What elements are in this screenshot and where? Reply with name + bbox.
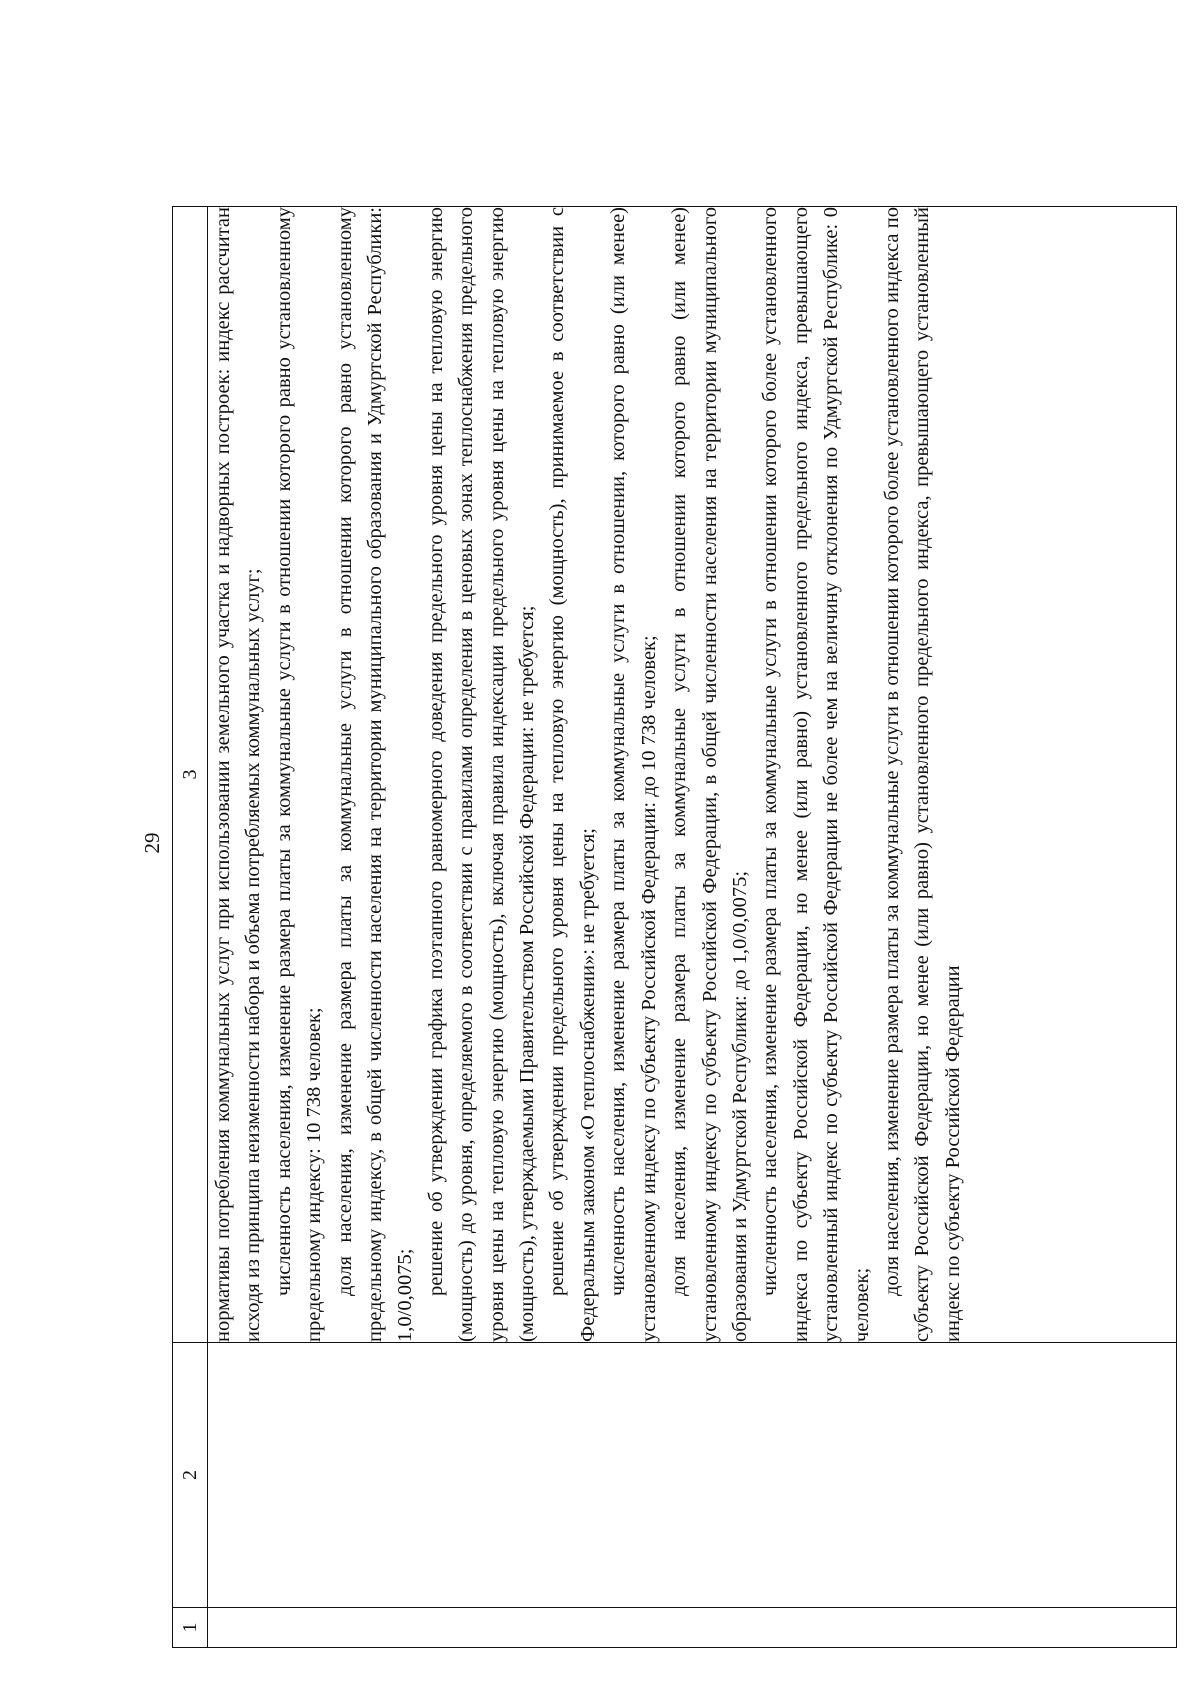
paragraph: численность населения, изменение размера платы за коммунальные услуги в отношении, которого равно (или менее) установленному индексу по субъекту Российской Федерации: до 10 738 человек; [607,207,660,1342]
document-table [172,206,1177,1648]
paragraph: численность населения, изменение размера платы за коммунальные услуги в отношении которого более установленного индекса по субъекту Российской Федерации, но менее (или равно) установленного предельного индекса, превышающего установленный индекс по субъекту Российской Федерации не более чем на величину отклонения по Удмуртской Республике: 0 человек; [759,207,873,1342]
col3-text [208,207,968,1342]
paragraph: численность населения, изменение размера платы за коммунальные услуги в отношении которого равно установленному предельному индексу: 10 738 человек; [272,207,326,1342]
paragraph: нормативы потребления коммунальных услуг при использовании земельного участка и надворных построек: индекс рассчитан исходя из принципа неизменности набора и объема потребляемых коммунальных услуг; [212,207,265,1342]
table-header-row [173,207,208,1648]
header-col-1: 1 [173,1608,208,1648]
paragraph: доля населения, изменение размера платы за коммунальные услуги в отношении которого более установленного индекса по субъекту Российской Федерации, но менее (или равно) установленного предельного индекса, превышающего установленный индекс по субъекту Российской Федерации [880,207,964,1342]
table-row [208,207,1177,1648]
cell-col-2 [208,1343,1177,1608]
paragraph: решение об утверждении предельного уровня цены на тепловую энергию (мощность), принимаемое в соответствии с Федеральным законом «О теплоснабжении»: не требуется; [546,207,599,1342]
paragraph: доля населения, изменение размера платы за коммунальные услуги в отношении которого равно установленному предельному индексу, в общей численности населения на территории муниципального образования и Удмуртской Республики: 1,0/0,0075; [333,207,417,1342]
cell-col-1 [208,1608,1177,1648]
header-col-3: 3 [173,207,208,1343]
header-col-2: 2 [173,1343,208,1608]
paragraph: решение об утверждении графика поэтапного равномерного доведения предельного уровня цены на тепловую энергию (мощность) до уровня, определяемого в соответствии с правилами определения в ценовых зонах теплоснабжения предельного уровня цены на тепловую энергию (мощность), включая правила индексации предельного уровня цены на тепловую энергию (мощность), утверждаемыми Правительством Российской Федерации: не требуется; [424,207,539,1342]
page-number: 29 [140,832,164,854]
paragraph: доля населения, изменение размера платы за коммунальные услуги в отношении которого равно (или менее) установленному индексу по субъекту Российской Федерации, в общей численности населения на территории муниципального образования и Удмуртской Республики: до 1,0/0,0075; [668,207,751,1342]
cell-col-3 [208,207,1177,1343]
